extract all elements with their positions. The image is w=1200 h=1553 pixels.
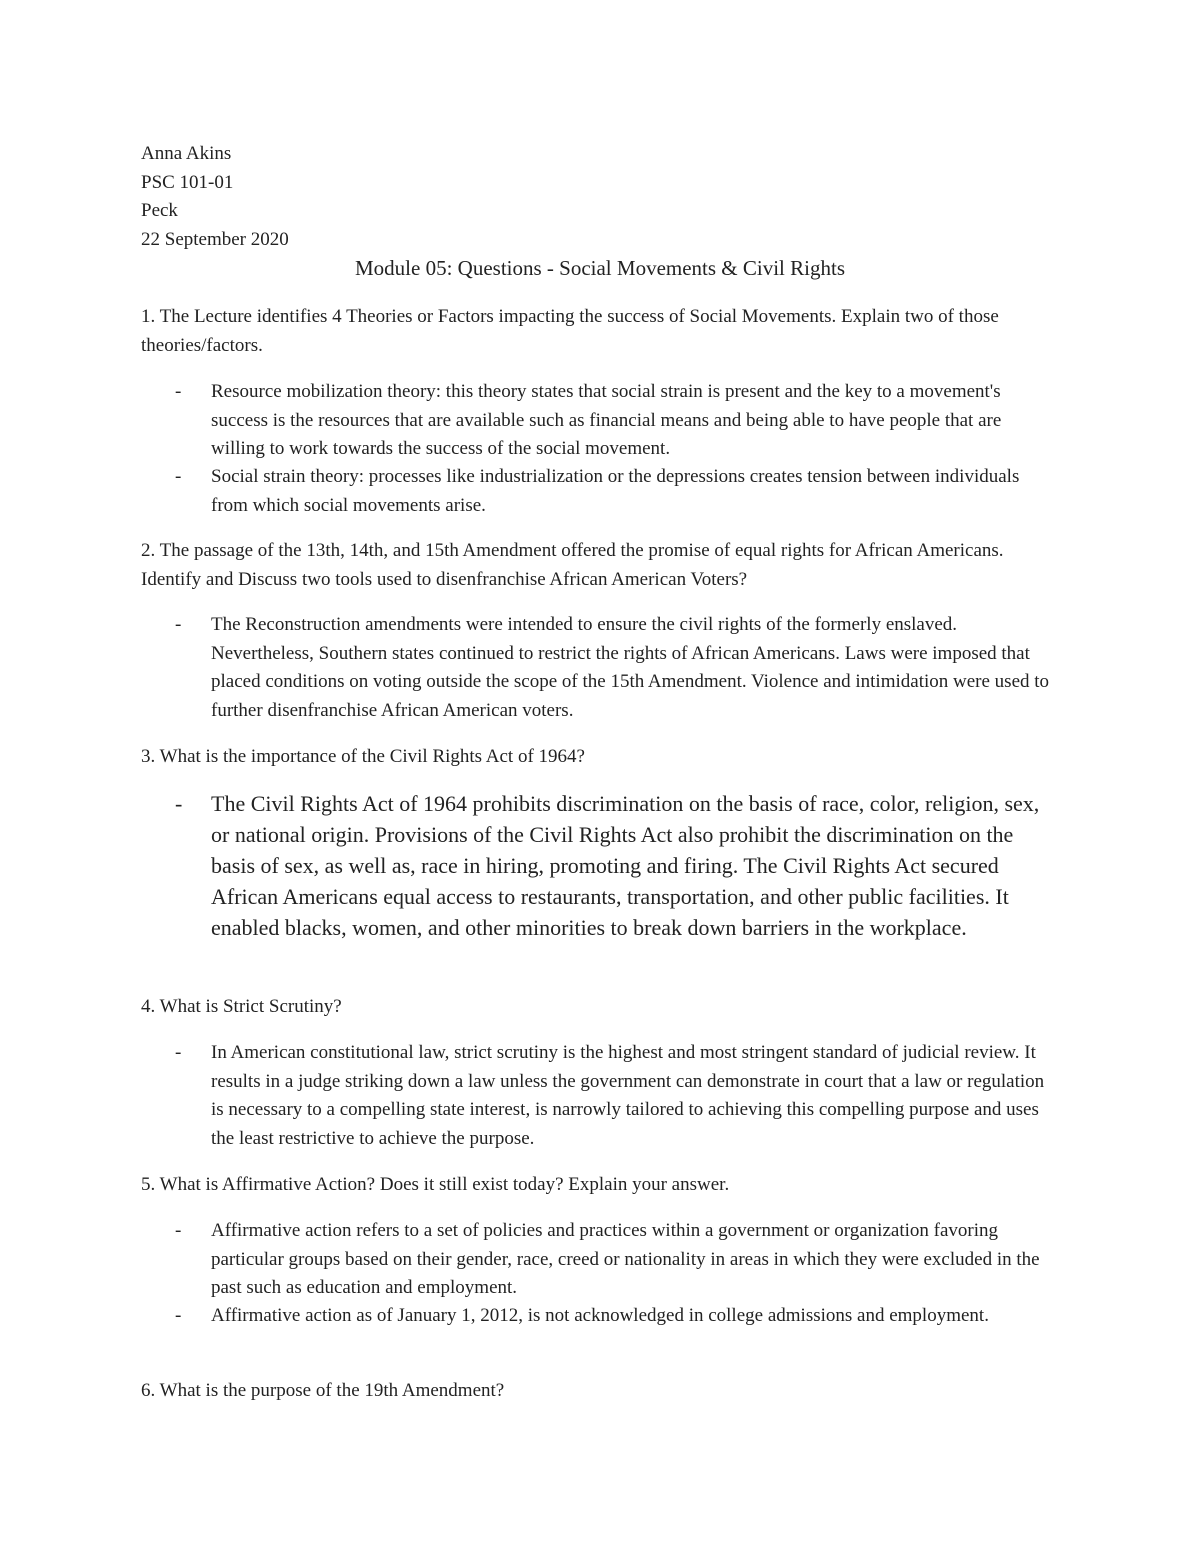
question-3: 3. What is the importance of the Civil Rights Act of 1964? — [141, 746, 585, 767]
assignment-date: 22 September 2020 — [141, 228, 289, 250]
instructor-name: Peck — [141, 200, 178, 221]
student-header — [141, 140, 289, 254]
answer-text: In American constitutional law, strict scrutiny is the highest and most stringent standard of judicial review. It results in a judge striking down a law unless the government can demonstrate in court that a law or regulation is necessary to a compelling state interest, is narrowly tailored to achieving this compelling purpose and uses the least restrictive to achieve the purpose. — [211, 1042, 1045, 1149]
answer-3a — [175, 788, 1055, 943]
answer-5a — [175, 1217, 1055, 1303]
answer-text: Affirmative action as of January 1, 2012, is not acknowledged in college admissions and employment. — [211, 1305, 989, 1326]
question-5: 5. What is Affirmative Action? Does it still exist today? Explain your answer. — [141, 1174, 730, 1195]
bullet-dash: - — [175, 791, 183, 816]
answer-4a — [175, 1039, 1055, 1153]
student-name: Anna Akins — [141, 143, 232, 164]
document-title: Module 05: Questions - Social Movements & Civil Rights — [355, 256, 845, 280]
answer-text: Resource mobilization theory: this theory states that social strain is present and the key to a movement's success is the resources that are available such as financial means and being able to have people that are willing to work towards the success of the social movement. — [211, 381, 1002, 459]
bullet-dash: - — [175, 1305, 182, 1326]
bullet-dash: - — [175, 1220, 182, 1241]
bullet-dash: - — [175, 381, 182, 402]
answer-5b — [175, 1302, 1055, 1331]
question-4: 4. What is Strict Scrutiny? — [141, 996, 342, 1017]
answer-1b — [175, 463, 1055, 520]
answer-text: The Reconstruction amendments were intended to ensure the civil rights of the formerly enslaved. Nevertheless, Southern states continued to restrict the rights of African Americans. Laws were imposed that placed conditions on voting outside the scope of the 15th Amendment. Violence and intimidation were used to further disenfranchise African American voters. — [211, 614, 1050, 721]
answer-text: Social strain theory: processes like industrialization or the depressions creates tension between individuals from which social movements arise. — [211, 466, 1020, 516]
answer-1a — [175, 378, 1055, 464]
answer-2a — [175, 611, 1055, 725]
question-2: 2. The passage of the 13th, 14th, and 15th Amendment offered the promise of equal rights for African Americans. Identify and Discuss two tools used to disenfranchise African American Voters? — [141, 540, 1004, 590]
answer-text: The Civil Rights Act of 1964 prohibits discrimination on the basis of race, color, religion, sex, or national origin. Provisions of the Civil Rights Act also prohibit the discrimination on the basis of sex, as well as, race in hiring, promoting and firing. The Civil Rights Act secured African Americans equal access to restaurants, transportation, and other public facilities. It enabled blacks, women, and other minorities to break down barriers in the workplace. — [211, 791, 1040, 940]
course-code: PSC 101-01 — [141, 171, 234, 193]
bullet-dash: - — [175, 1042, 182, 1063]
bullet-dash: - — [175, 614, 182, 635]
bullet-dash: - — [175, 466, 182, 487]
question-6: 6. What is the purpose of the 19th Amendment? — [141, 1380, 505, 1401]
question-1: 1. The Lecture identifies 4 Theories or Factors impacting the success of Social Movements. Explain two of those theories/factors. — [141, 306, 999, 356]
answer-text: Affirmative action refers to a set of policies and practices within a government or organization favoring particular groups based on their gender, race, creed or nationality in areas in which they were excluded in the past such as education and employment. — [211, 1220, 1040, 1298]
